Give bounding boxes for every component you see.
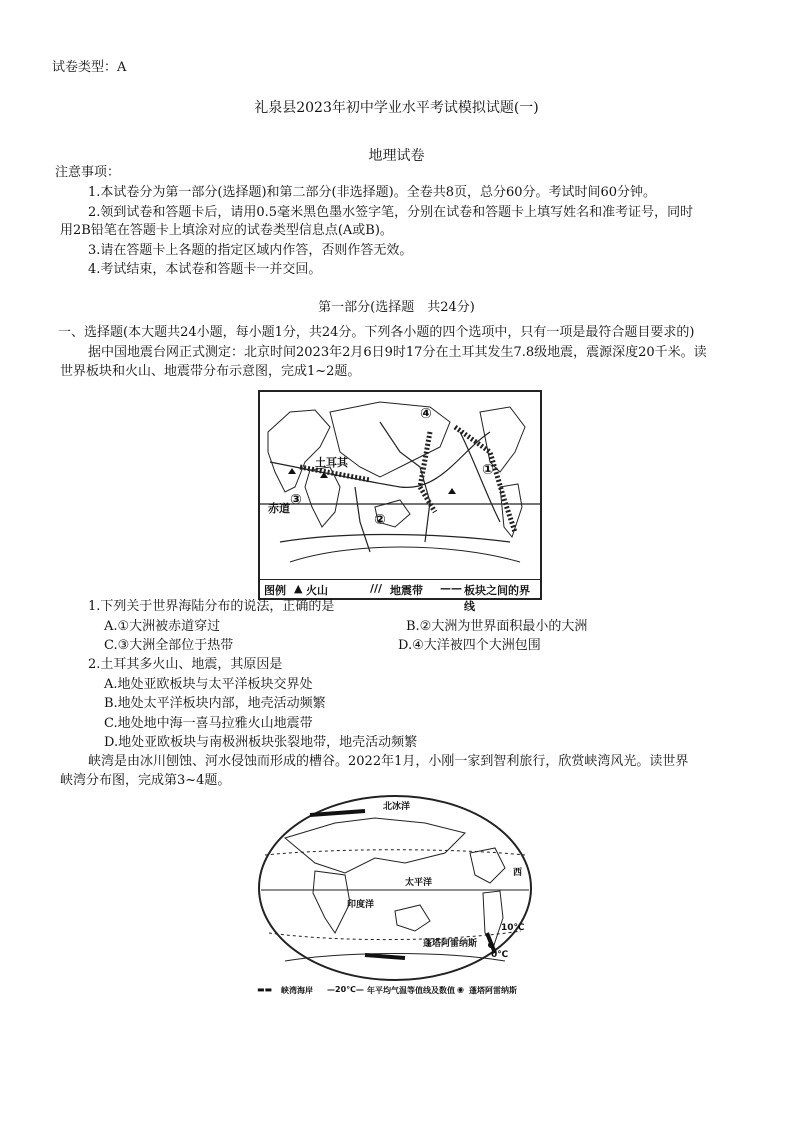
q1-option-a: A.①大洲被赤道穿过	[104, 619, 221, 634]
note-item: 用2B铅笔在答题卡上填涂对应的试卷类型信息点(A或B)。	[60, 223, 393, 238]
legend-title: 图例	[264, 584, 286, 597]
plate-map	[258, 390, 542, 613]
legend-isotherm: 年平均气温等值线及数值	[367, 986, 455, 995]
question-intro: 世界板块和火山、地震带分布示意图，完成1~2题。	[60, 364, 361, 379]
legend-fjord: 峡湾海岸	[281, 986, 313, 995]
q2-stem: 2.土耳其多火山、地震，其原因是	[88, 657, 283, 672]
q2-option-d: D.地处亚欧板块与南极洲板块张裂地带，地壳活动频繁	[104, 735, 418, 750]
label-temp-0: 0℃	[491, 950, 509, 960]
plate-map-drawing	[260, 392, 540, 578]
q1-option-c: C.③大洲全部位于热带	[104, 638, 234, 653]
boundary-icon: ——	[440, 582, 462, 595]
notes-heading: 注意事项：	[55, 165, 121, 180]
plate-map-legend	[260, 579, 540, 613]
q1-option-d: D.④大洋被四个大洲包围	[398, 638, 541, 653]
fjord-map-legend	[255, 985, 535, 999]
label-temp-10: 10℃	[501, 923, 525, 933]
q2-option-b: B.地处太平洋板块内部，地壳活动频繁	[104, 696, 326, 711]
fjord-coast-icon: ▬▬	[257, 985, 273, 994]
legend-volcano: 火山	[306, 584, 328, 597]
legend-punta: 蓬塔阿雷纳斯	[469, 986, 517, 995]
marker-2: ②	[374, 512, 386, 528]
note-item: 2.领到试卷和答题卡后，请用0.5毫米黑色墨水签字笔，分别在试卷和答题卡上填写姓名和准考证号，同时	[88, 205, 694, 220]
exam-type: 试卷类型：A	[52, 60, 127, 75]
note-item: 1.本试卷分为第一部分(选择题)和第二部分(非选择题)。全卷共8页，总分60分。考试时间60分钟。	[88, 185, 657, 200]
label-pacific-ocean: 太平洋	[405, 878, 433, 888]
city-marker-icon: ◉	[457, 985, 464, 994]
subject-title: 地理试卷	[368, 148, 425, 164]
label-west: 西	[513, 868, 523, 878]
volcano-icon: ▲	[294, 582, 303, 595]
marker-4: ④	[420, 406, 432, 422]
question-intro: 峡湾是由冰川刨蚀、河水侵蚀而形成的槽谷。2022年1月，小刚一家到智利旅行，欣赏峡湾风光。读世界	[88, 754, 689, 769]
section-instruction: 一、选择题(本大题共24小题，每小题1分，共24分。下列各小题的四个选项中，只有一项是最符合题目要求的)	[58, 325, 695, 340]
quake-belt-icon: ///	[370, 582, 383, 595]
note-item: 4.考试结束，本试卷和答题卡一并交回。	[88, 262, 322, 277]
q2-option-c: C.地处地中海一喜马拉雅火山地震带	[104, 716, 313, 731]
part1-title: 第一部分(选择题 共24分)	[318, 300, 475, 315]
label-turkey: 土耳其	[315, 456, 348, 469]
note-item: 3.请在答题卡上各题的指定区域内作答，否则作答无效。	[88, 243, 413, 258]
marker-1: ①	[482, 462, 494, 478]
label-arctic-ocean: 北冰洋	[383, 802, 411, 812]
question-intro: 峡湾分布图，完成第3~4题。	[60, 773, 231, 788]
marker-3: ③	[290, 492, 302, 508]
legend-iso-sample: —20℃—	[327, 985, 364, 994]
legend-boundary: 板块之间的界线	[464, 584, 530, 613]
q1-stem: 1.下列关于世界海陆分布的说法，正确的是	[88, 599, 335, 614]
q1-option-b: B.②大洲为世界面积最小的大洲	[406, 619, 588, 634]
label-equator: 赤道	[268, 502, 290, 515]
legend-quake: 地震带	[390, 584, 423, 597]
question-intro: 据中国地震台网正式测定：北京时间2023年2月6日9时17分在土耳其发生7.8级地震，震源深度20千米。读	[88, 345, 707, 360]
label-indian-ocean: 印度洋	[347, 900, 375, 910]
fjord-map	[255, 793, 535, 1003]
exam-title: 礼泉县2023年初中学业水平考试模拟试题(一)	[254, 100, 539, 116]
q2-option-a: A.地处亚欧板块与太平洋板块交界处	[104, 677, 313, 692]
label-punta-arenas: 蓬塔阿雷纳斯	[423, 939, 478, 949]
